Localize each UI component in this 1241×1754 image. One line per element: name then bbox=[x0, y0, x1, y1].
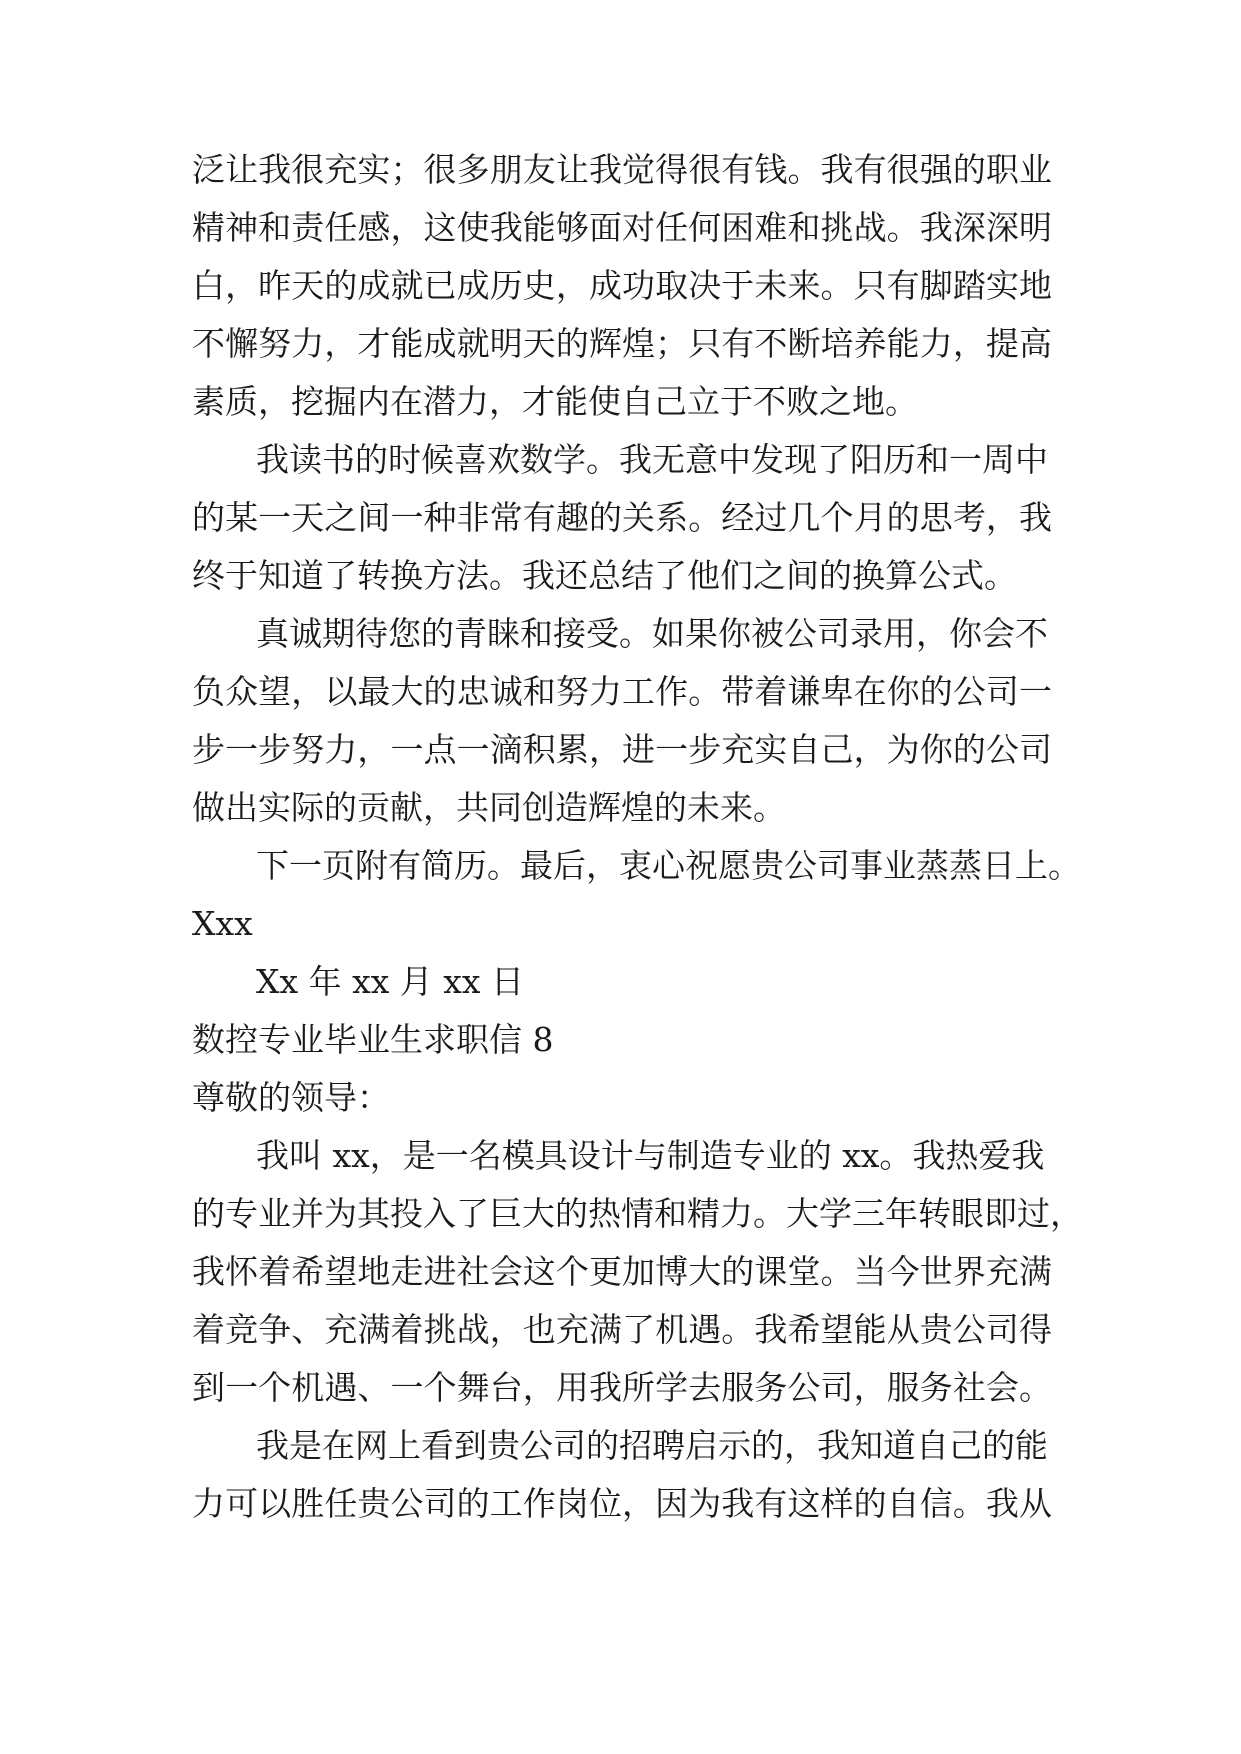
text-line: 的某一天之间一种非常有趣的关系。经过几个月的思考，我 bbox=[192, 498, 1052, 537]
text-line: 精神和责任感，这使我能够面对任何困难和挑战。我深深明 bbox=[192, 208, 1052, 247]
text-line: 步一步努力，一点一滴积累，进一步充实自己，为你的公司 bbox=[192, 730, 1052, 769]
text-line: 不懈努力，才能成就明天的辉煌；只有不断培养能力，提高 bbox=[192, 324, 1052, 363]
paragraph-start-line: 我叫 xx，是一名模具设计与制造专业的 xx。我热爱我 bbox=[256, 1136, 1045, 1175]
letter-date: Xx 年 xx 月 xx 日 bbox=[256, 962, 524, 1001]
salutation: 尊敬的领导： bbox=[192, 1078, 390, 1117]
text-line: 终于知道了转换方法。我还总结了他们之间的换算公式。 bbox=[192, 556, 1017, 595]
paragraph-start-line: 真诚期待您的青睐和接受。如果你被公司录用，你会不 bbox=[256, 614, 1048, 653]
text-line: 力可以胜任贵公司的工作岗位，因为我有这样的自信。我从 bbox=[192, 1484, 1052, 1523]
text-line: 着竞争、充满着挑战，也充满了机遇。我希望能从贵公司得 bbox=[192, 1310, 1052, 1349]
text-line: 的专业并为其投入了巨大的热情和精力。大学三年转眼即过， bbox=[192, 1194, 1083, 1233]
text-line: 泛让我很充实；很多朋友让我觉得很有钱。我有很强的职业 bbox=[192, 150, 1052, 189]
text-line: 到一个机遇、一个舞台，用我所学去服务公司，服务社会。 bbox=[192, 1368, 1052, 1407]
document-page bbox=[192, 0, 1083, 1754]
text-line: 白，昨天的成就已成历史，成功取决于未来。只有脚踏实地 bbox=[192, 266, 1052, 305]
signature-name: Xxx bbox=[192, 904, 253, 943]
paragraph-start-line: 我是在网上看到贵公司的招聘启示的，我知道自己的能 bbox=[256, 1426, 1048, 1465]
paragraph-start-line: 我读书的时候喜欢数学。我无意中发现了阳历和一周中 bbox=[256, 440, 1048, 479]
text-line: 素质，挖掘内在潜力，才能使自己立于不败之地。 bbox=[192, 382, 918, 421]
paragraph-start-line: 下一页附有简历。最后，衷心祝愿贵公司事业蒸蒸日上。 bbox=[256, 846, 1081, 885]
text-line: 负众望，以最大的忠诚和努力工作。带着谦卑在你的公司一 bbox=[192, 672, 1052, 711]
text-line: 做出实际的贡献，共同创造辉煌的未来。 bbox=[192, 788, 786, 827]
section-title: 数控专业毕业生求职信 8 bbox=[192, 1020, 554, 1059]
text-line: 我怀着希望地走进社会这个更加博大的课堂。当今世界充满 bbox=[192, 1252, 1052, 1291]
